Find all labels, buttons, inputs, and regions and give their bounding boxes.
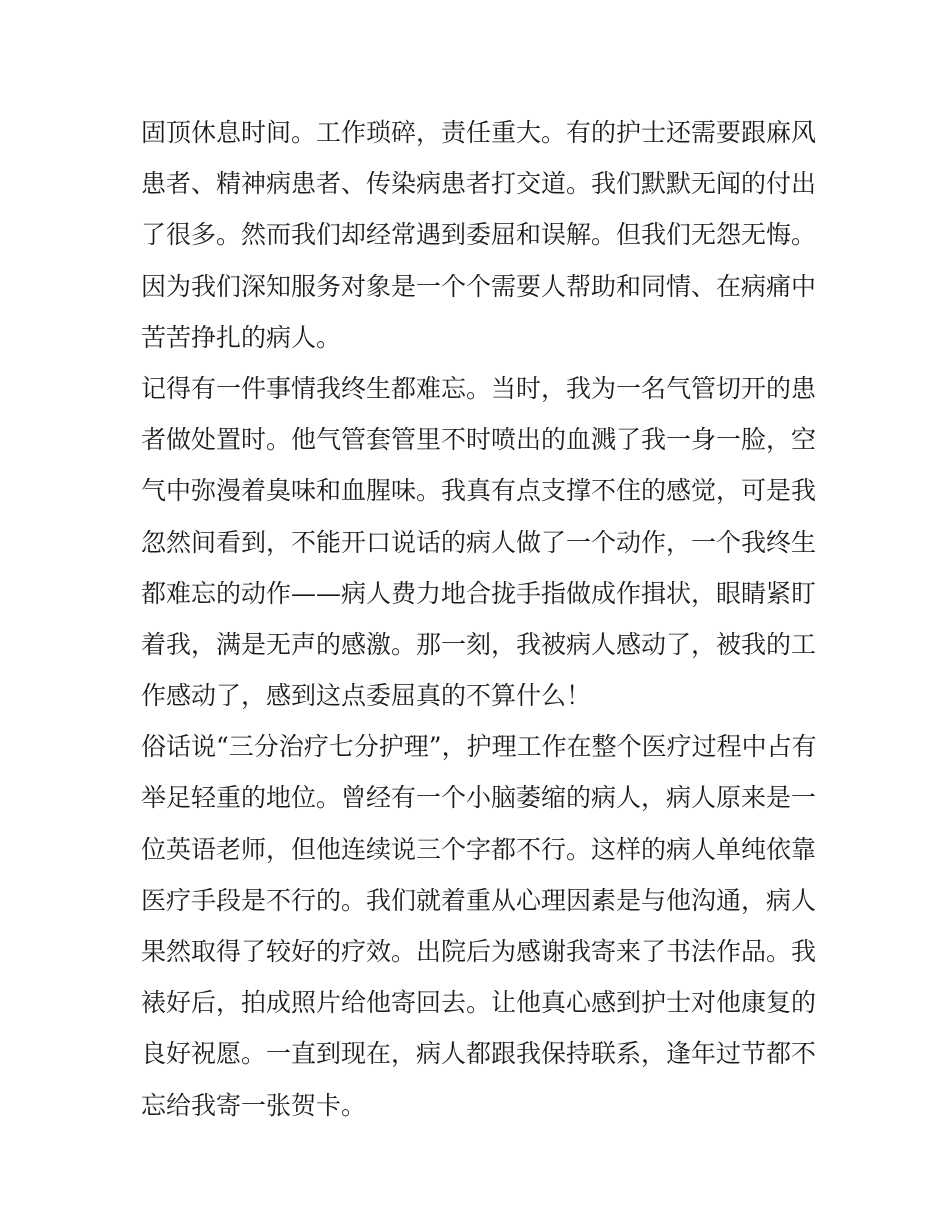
paragraph-3 (141, 721, 817, 1131)
text-line: 都难忘的动作——病人费力地合拢手指做成作揖状，眼睛紧盯 (141, 578, 817, 608)
text-line: 位英语老师，但他连续说三个字都不行。这样的病人单纯依靠 (141, 834, 817, 864)
text-line: 忽然间看到，不能开口说话的病人做了一个动作，一个我终生 (141, 527, 817, 557)
text-line: 因为我们深知服务对象是一个个需要人帮助和同情、在病痛中 (141, 271, 817, 301)
text-line: 良好祝愿。一直到现在，病人都跟我保持联系，逢年过节都不 (141, 1039, 817, 1069)
document-body (141, 107, 817, 1131)
text-line: 着我，满是无声的感激。那一刻，我被病人感动了，被我的工 (141, 629, 817, 659)
text-line: 作感动了，感到这点委屈真的不算什么！ (141, 681, 592, 711)
text-line: 医疗手段是不行的。我们就着重从心理因素是与他沟通，病人 (141, 885, 817, 915)
text-line: 忘给我寄一张贺卡。 (141, 1090, 367, 1120)
text-line: 记得有一件事情我终生都难忘。当时，我为一名气管切开的患 (141, 373, 817, 403)
text-line: 固顶休息时间。工作琐碎，责任重大。有的护士还需要跟麻风 (141, 118, 817, 147)
text-line: 了很多。然而我们却经常遇到委屈和误解。但我们无怨无悔。 (141, 220, 817, 250)
paragraph-1 (141, 107, 817, 363)
text-line: 举足轻重的地位。曾经有一个小脑萎缩的病人，病人原来是一 (141, 783, 817, 813)
text-line: 气中弥漫着臭味和血腥味。我真有点支撑不住的感觉，可是我 (141, 476, 817, 506)
text-line: 苦苦挣扎的病人。 (141, 322, 342, 352)
text-line: 果然取得了较好的疗效。出院后为感谢我寄来了书法作品。我 (141, 937, 817, 966)
paragraph-2 (141, 363, 817, 721)
text-line: 俗话说“三分治疗七分护理”，护理工作在整个医疗过程中占有 (141, 732, 817, 762)
text-line: 者做处置时。他气管套管里不时喷出的血溅了我一身一脸，空 (141, 425, 817, 455)
text-line: 患者、精神病患者、传染病患者打交道。我们默默无闻的付出 (141, 169, 817, 199)
text-line: 裱好后，拍成照片给他寄回去。让他真心感到护士对他康复的 (141, 988, 817, 1018)
